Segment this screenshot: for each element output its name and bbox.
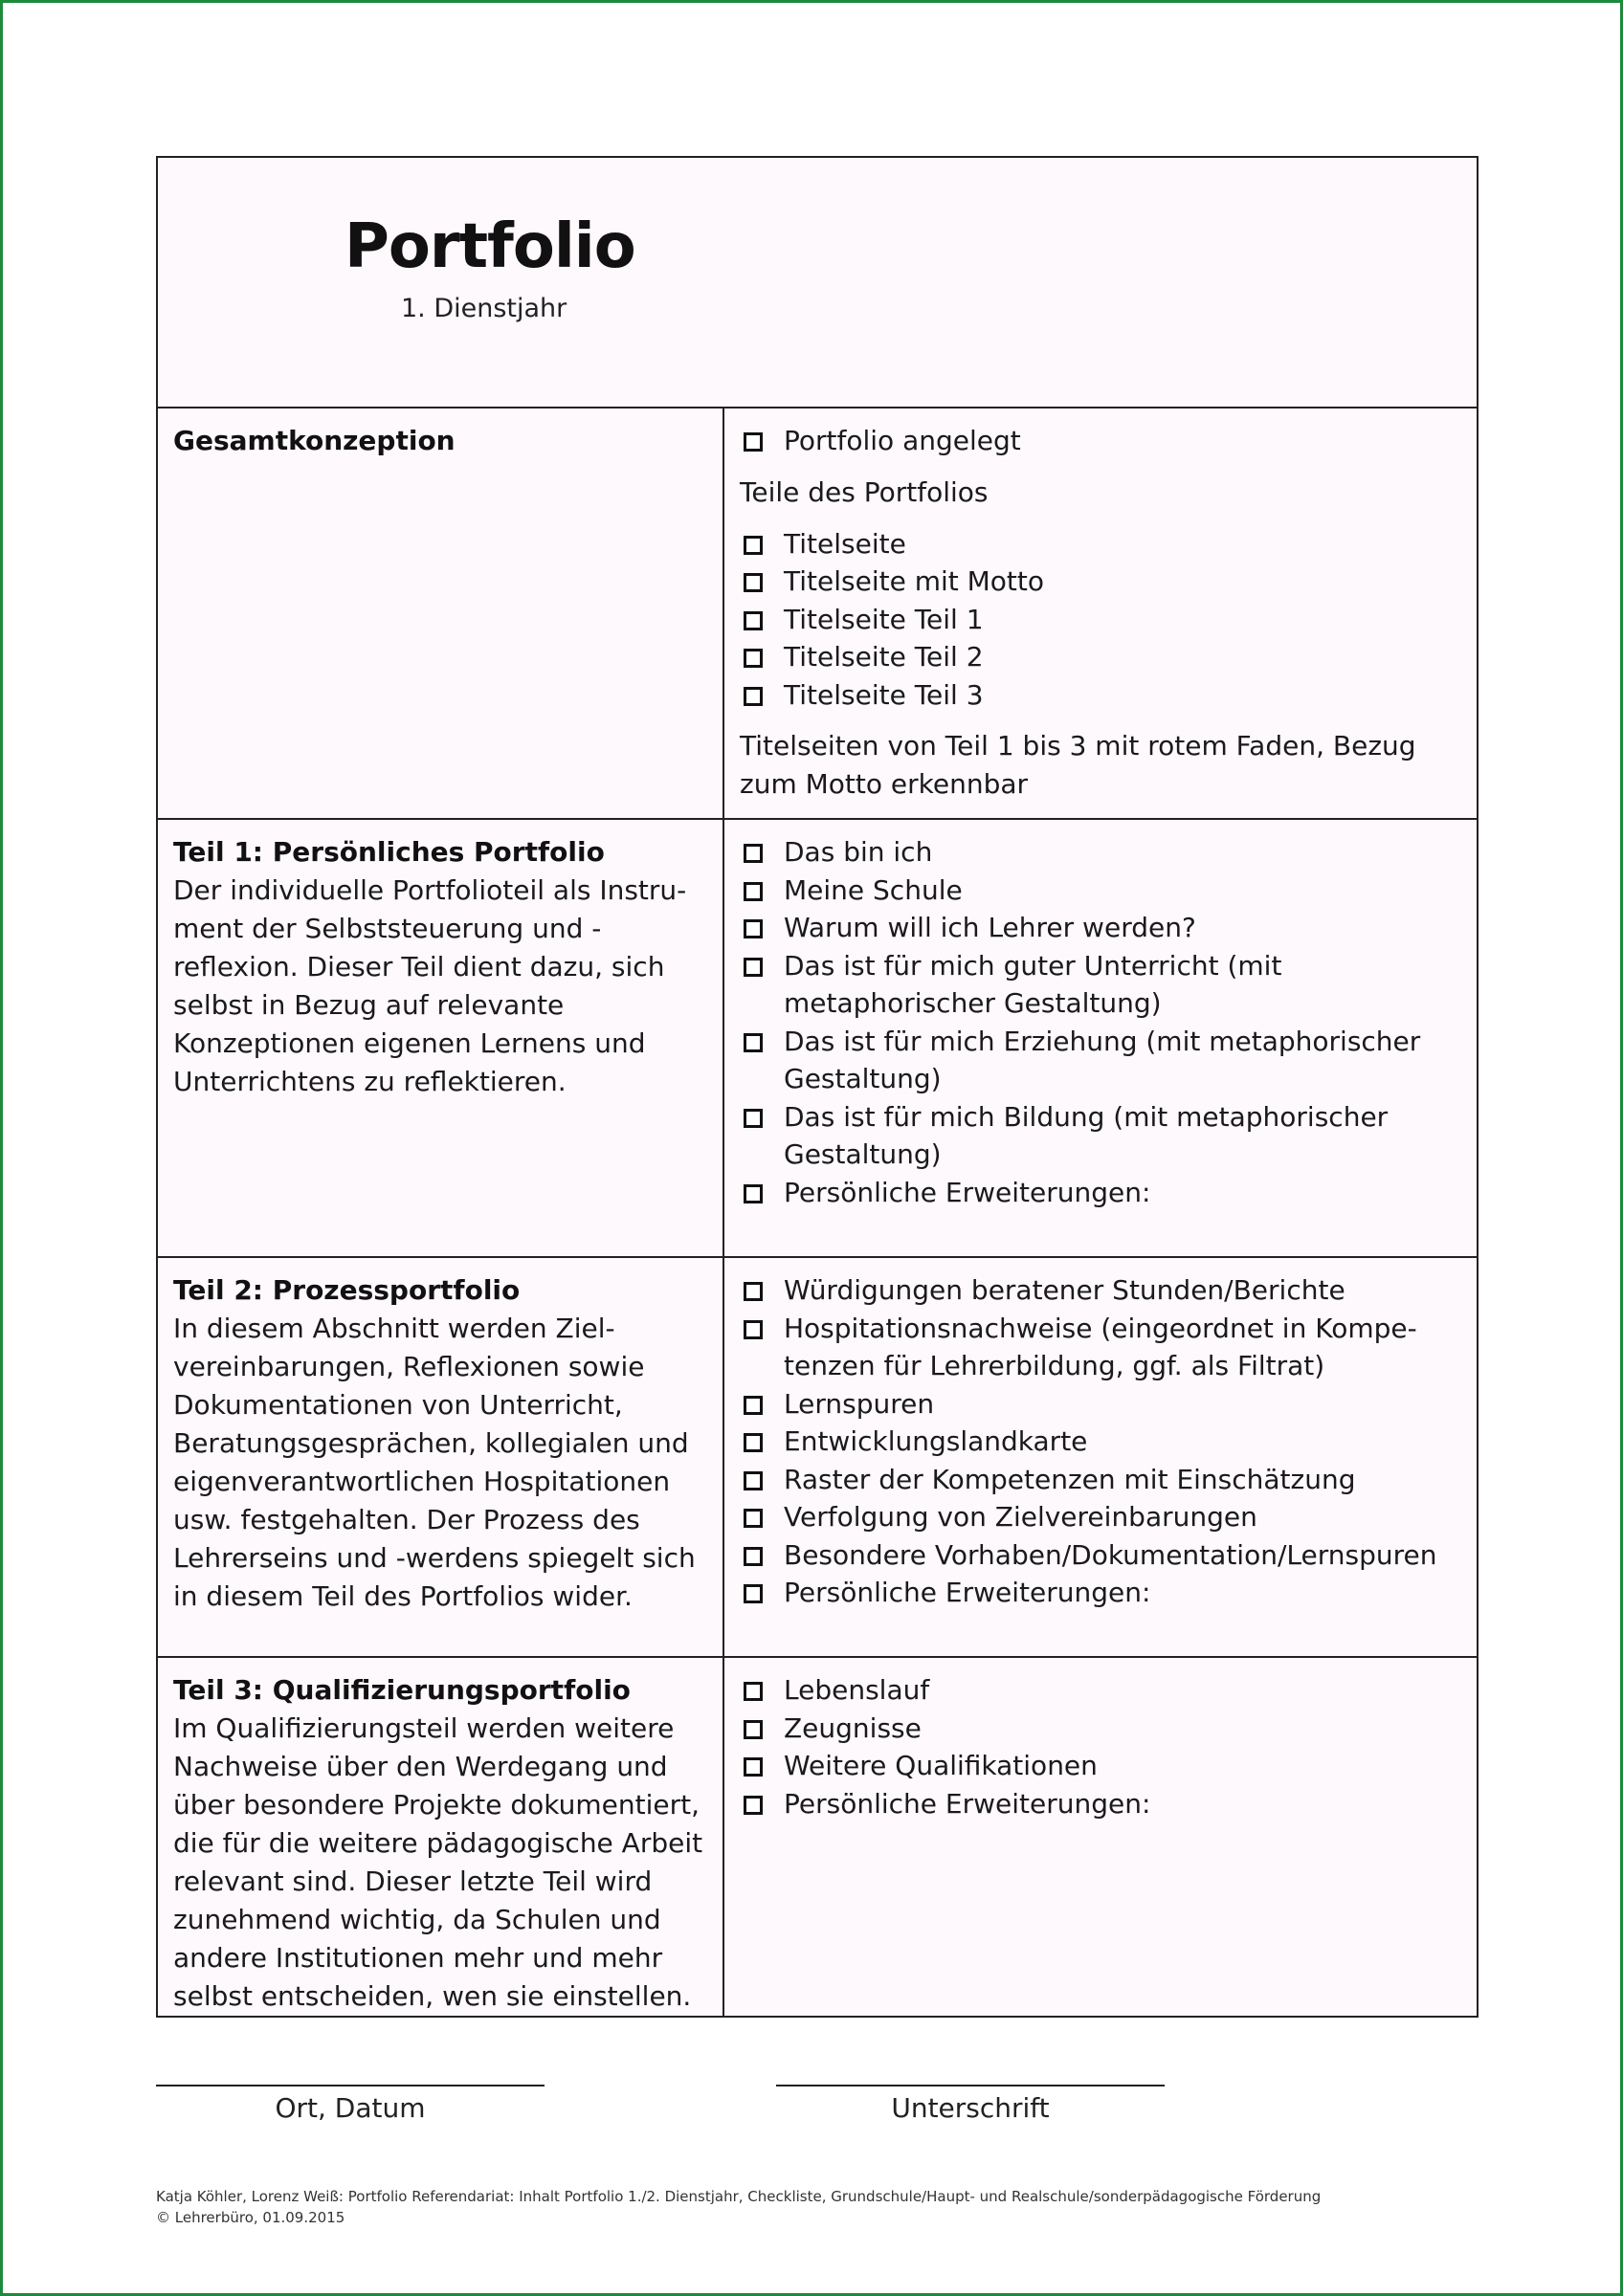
checkbox-icon[interactable] [744,1282,763,1301]
checkbox-icon[interactable] [744,1720,763,1739]
signature-label-place-date: Ort, Datum [275,2092,426,2124]
checkbox-icon[interactable] [744,1757,763,1777]
section-right-cell [724,408,1477,818]
section-description: Im Qualifizierungsteil werden weitere Nachweise über den Werdegang und über besondere Projekte dokumentiert, die für die weitere pädagogische Arbeit relevant sind. Dieser letzte Teil wird zunehmend wichtig, da Schulen und andere Institutionen mehr und mehr selbst entscheiden, wen sie einstellen. [173,1712,703,2012]
checklist-item[interactable] [740,947,1461,1023]
section-right-cell [724,820,1477,1256]
checklist-item[interactable] [740,1671,1461,1710]
signature-line[interactable] [776,2085,1165,2086]
checklist-item-label: Persönliche Erweiterungen: [784,1787,1151,1820]
checklist-sheet [156,156,1478,2018]
checkbox-list [740,1671,1461,1822]
checklist-item-label: Titelseite [784,527,906,560]
checkbox-icon[interactable] [744,1796,763,1815]
checklist-item[interactable] [740,422,1461,460]
signature-label-signature: Unterschrift [891,2092,1050,2124]
checklist-item-label: Hospitationsnachweise (eingeordnet in Kompe-tenzen für Lehrerbildung, ggf. als Filtrat) [784,1312,1417,1381]
checkbox-icon[interactable] [744,1396,763,1415]
section-right-cell [724,1258,1477,1656]
checkbox-icon[interactable] [744,1471,763,1490]
checklist-item-label: Persönliche Erweiterungen: [784,1577,1151,1608]
checklist-item-label: Titelseite Teil 1 [784,603,984,635]
checklist-item[interactable] [740,676,1461,715]
checklist-item-label: Persönliche Erweiterungen: [784,1176,1151,1208]
checklist-item[interactable] [740,872,1461,910]
checklist-item[interactable] [740,1174,1461,1212]
footer-credits [156,2186,1321,2228]
section-description: Der individuelle Portfolioteil als Instru-ment der Selbststeuerung und -reflexion. Dieser Teil dient dazu, sich selbst in Bezug auf relevante Konzeptionen eigenen Lernens und Unterrichtens zu reflektieren. [173,874,687,1097]
checkbox-icon[interactable] [744,536,763,555]
checklist-item-label: Warum will ich Lehrer werden? [784,912,1196,943]
page-title: Portfolio [345,211,635,282]
checkbox-list [740,525,1461,715]
section-left-cell [158,1258,724,1656]
checklist-item-label: Raster der Kompetenzen mit Einschätzung [784,1463,1356,1495]
checklist-item-label: Weitere Qualifikationen [784,1750,1098,1781]
checkbox-icon[interactable] [744,1433,763,1452]
checklist-item-label: Verfolgung von Zielvereinbarungen [784,1501,1257,1533]
checkbox-icon[interactable] [744,432,763,452]
checkbox-icon[interactable] [744,844,763,863]
checkbox-icon[interactable] [744,1509,763,1528]
checkbox-icon[interactable] [744,573,763,592]
checklist-item-label: Das bin ich [784,836,933,868]
checklist-item-label: Besondere Vorhaben/Dokumentation/Lernspuren [784,1538,1437,1571]
section-heading: Teil 2: Prozessportfolio [173,1274,521,1306]
checkbox-icon[interactable] [744,1184,763,1203]
checkbox-icon[interactable] [744,1682,763,1701]
checklist-item[interactable] [740,1385,1461,1424]
checkbox-icon[interactable] [744,882,763,901]
checklist-item-label: Titelseite Teil 3 [784,678,984,711]
footer-line-2: © Lehrerbüro, 01.09.2015 [156,2209,345,2226]
checklist-item[interactable] [740,1310,1461,1385]
checklist-item-label: Entwicklungslandkarte [784,1425,1088,1457]
checklist-item-label: Würdigungen beratener Stunden/Berichte [784,1274,1345,1306]
footer-line-1: Katja Köhler, Lorenz Weiß: Portfolio Referendariat: Inhalt Portfolio 1./2. Dienstjahr, Checkliste, Grundschule/Haupt- und Realschule/sonderpädagogische Förderung [156,2188,1322,2205]
checklist-item[interactable] [740,1498,1461,1536]
checklist-item[interactable] [740,1098,1461,1174]
checklist-item-label: Das ist für mich guter Unterricht (mit metaphorischer Gestaltung) [784,949,1282,1019]
checklist-item[interactable] [740,563,1461,601]
checkbox-list [740,1271,1461,1612]
checklist-item[interactable] [740,909,1461,947]
checkbox-icon[interactable] [744,1584,763,1603]
section-left-cell [158,1658,724,2016]
checklist-item[interactable] [740,1423,1461,1461]
checklist-item-label: Zeugnisse [784,1711,922,1744]
checklist-item[interactable] [740,601,1461,639]
checklist-item-label: Das ist für mich Erziehung (mit metaphorischer Gestaltung) [784,1025,1421,1094]
checkbox-icon[interactable] [744,1547,763,1566]
section-row-gesamtkonzeption [158,408,1477,820]
section-note: Titelseiten von Teil 1 bis 3 mit rotem Faden, Bezug zum Motto erkennbar [740,730,1416,800]
section-subheading: Teile des Portfolios [740,475,989,508]
checklist-item[interactable] [740,1785,1461,1823]
checkbox-icon[interactable] [744,687,763,706]
signature-place-date [156,2085,545,2124]
checklist-item-label: Lernspuren [784,1387,935,1420]
section-heading: Teil 1: Persönliches Portfolio [173,836,605,868]
checklist-item[interactable] [740,1536,1461,1575]
checklist-item[interactable] [740,1710,1461,1748]
section-left-cell [158,408,724,818]
section-right-cell [724,1658,1477,2016]
checkbox-list [740,422,1461,460]
checklist-item[interactable] [740,1461,1461,1499]
checkbox-icon[interactable] [744,1109,763,1128]
checkbox-icon[interactable] [744,1033,763,1052]
checklist-item-label: Titelseite Teil 2 [784,641,984,673]
checkbox-icon[interactable] [744,1320,763,1339]
checklist-item[interactable] [740,638,1461,676]
checkbox-list [740,833,1461,1211]
checklist-item[interactable] [740,525,1461,563]
section-row-teil-1 [158,820,1477,1258]
section-row-teil-3 [158,1658,1477,2016]
section-heading: Teil 3: Qualifizierungsportfolio [173,1674,631,1706]
checklist-item[interactable] [740,1747,1461,1785]
checklist-item-label: Lebenslauf [784,1674,930,1706]
section-row-teil-2 [158,1258,1477,1658]
section-heading: Gesamtkonzeption [173,425,456,456]
checklist-item[interactable] [740,1574,1461,1612]
checkbox-icon[interactable] [744,919,763,938]
checklist-item-label: Meine Schule [784,873,963,906]
checkbox-icon[interactable] [744,611,763,630]
checklist-item[interactable] [740,833,1461,872]
signature-line[interactable] [156,2085,545,2086]
title-cell [158,158,1477,408]
signature-signature [776,2085,1165,2124]
checklist-item[interactable] [740,1023,1461,1098]
checkbox-icon[interactable] [744,649,763,668]
page-subtitle: 1. Dienstjahr [401,294,567,323]
checklist-item-label: Portfolio angelegt [784,425,1021,456]
section-left-cell [158,820,724,1256]
section-description: In diesem Abschnitt werden Ziel-vereinbarungen, Reflexionen sowie Dokumentationen von Unterricht, Beratungsgesprächen, kollegialen und eigenverantwortlichen Hospitationen usw. festgehalten. Der Prozess des Lehrerseins und -werdens spiegelt sich in diesem Teil des Portfolios wider. [173,1313,696,1612]
checkbox-icon[interactable] [744,958,763,977]
checklist-item[interactable] [740,1271,1461,1310]
checklist-item-label: Das ist für mich Bildung (mit metaphorischer Gestaltung) [784,1100,1389,1170]
checklist-item-label: Titelseite mit Motto [784,565,1045,597]
